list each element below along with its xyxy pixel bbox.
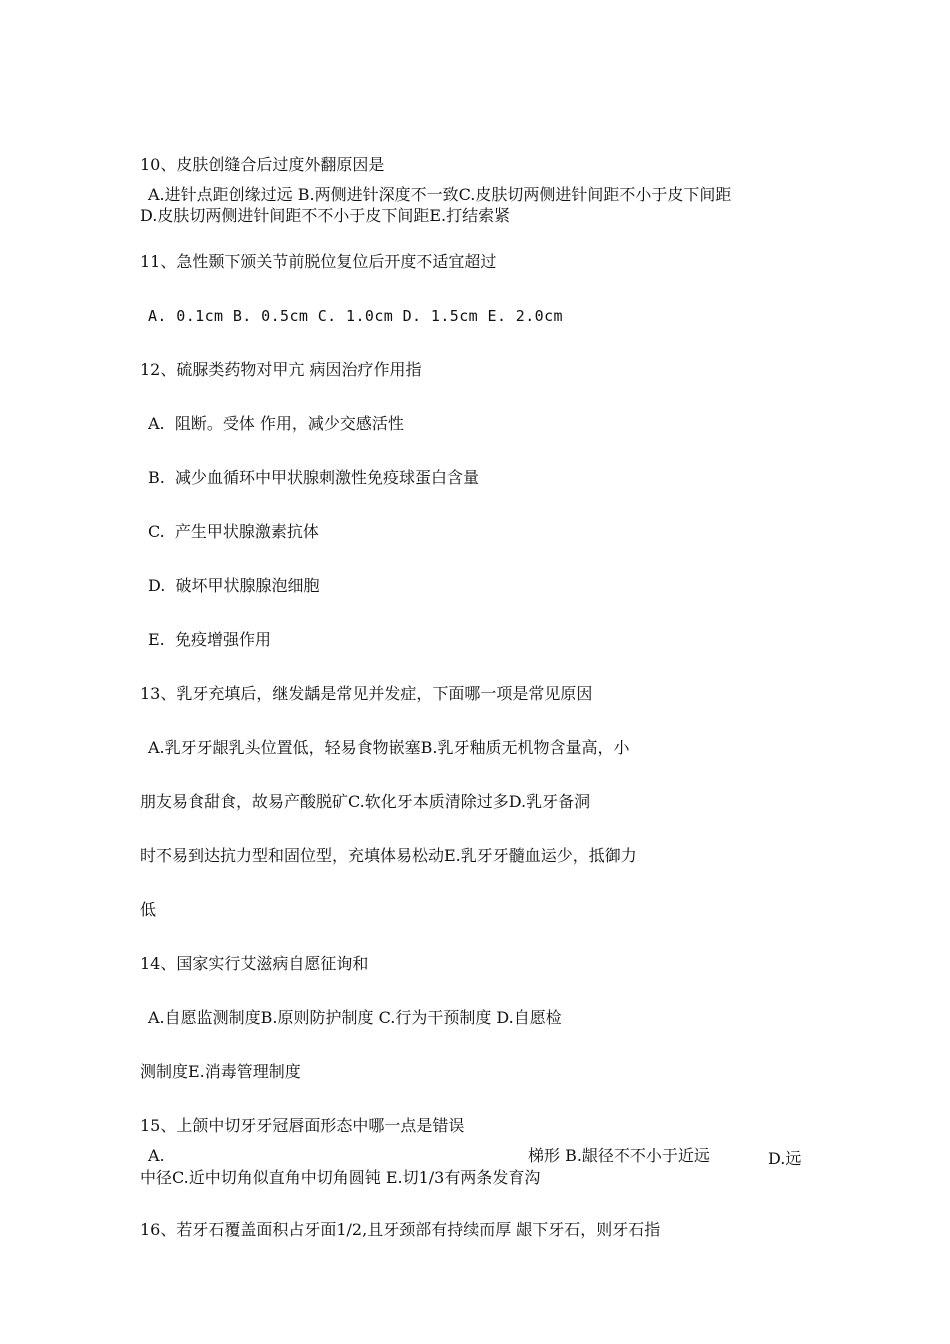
q16-stem: 16、若牙石覆盖面积占牙面1/2,且牙颈部有持续而厚 龈下牙石，则牙石指 xyxy=(140,1220,661,1239)
q15-option-a-label: A. xyxy=(148,1146,165,1165)
q12-option-e: E. 免疫增强作用 xyxy=(148,630,271,649)
q10-options-line2: D.皮肤切两侧进针间距不不小于皮下间距E.打结索紧 xyxy=(140,206,511,225)
q15-stem: 15、上颌中切牙牙冠唇面形态中哪一点是错误 xyxy=(140,1116,465,1135)
q10-options-line1: A.进针点距创缘过远 B.两侧进针深度不一致C.皮肤切两侧进针间距不小于皮下间距 xyxy=(148,185,732,204)
q13-line-4: 低 xyxy=(140,900,157,919)
q15-line-2: 中径C.近中切角似直角中切角圆钝 E.切1/3有两条发育沟 xyxy=(140,1168,541,1187)
q13-stem: 13、乳牙充填后，继发龋是常见并发症，下面哪一项是常见原因 xyxy=(140,684,593,703)
q12-option-a: A. 阻断。受体 作用，减少交感活性 xyxy=(148,414,404,433)
q10-stem: 10、皮肤创缝合后过度外翻原因是 xyxy=(140,155,385,174)
q14-line-1: A.自愿监测制度B.原则防护制度 C.行为干预制度 D.自愿检 xyxy=(148,1008,562,1027)
q15-option-a-text: 梯形 B.龈径不不小于近远 xyxy=(528,1146,710,1165)
q14-stem: 14、国家实行艾滋病自愿征询和 xyxy=(140,954,369,973)
q13-line-1: A.乳牙牙龈乳头位置低，轻易食物嵌塞B.乳牙釉质无机物含量高，小 xyxy=(148,738,630,757)
q12-option-b: B. 减少血循环中甲状腺刺激性免疫球蛋白含量 xyxy=(148,468,480,487)
q13-line-3: 时不易到达抗力型和固位型，充填体易松动E.乳牙牙髓血运少，抵御力 xyxy=(140,846,637,865)
q13-line-2: 朋友易食甜食，故易产酸脱矿C.软化牙本质清除过多D.乳牙备洞 xyxy=(140,792,591,811)
q12-option-d: D. 破坏甲状腺腺泡细胞 xyxy=(148,576,320,595)
q11-stem: 11、急性颞下颁关节前脱位复位后开度不适宜超过 xyxy=(140,252,497,271)
q14-line-2: 测制度E.消毒管理制度 xyxy=(140,1062,301,1081)
q15-option-d-label: D.远 xyxy=(768,1149,802,1168)
q12-stem: 12、硫脲类药物对甲亢 病因治疗作用指 xyxy=(140,360,422,379)
q12-option-c: C. 产生甲状腺激素抗体 xyxy=(148,522,319,541)
q11-options: A. 0.1cm B. 0.5cm C. 1.0cm D. 1.5cm E. 2.0cm xyxy=(148,307,563,325)
